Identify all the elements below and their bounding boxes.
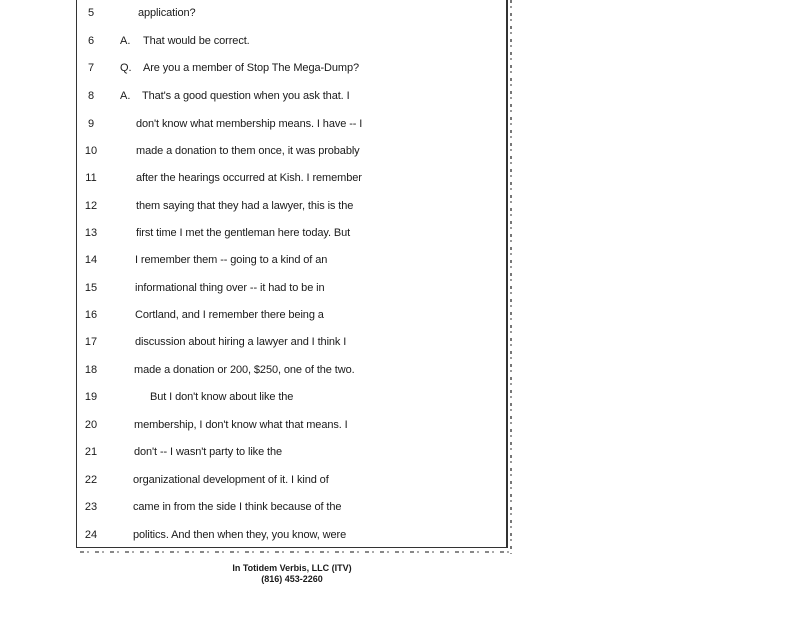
line-text: first time I met the gentleman here today. But — [136, 227, 351, 239]
line-text: politics. And then when they, you know, were — [133, 529, 347, 541]
line-number: 16 — [84, 309, 98, 321]
line-number: 19 — [84, 391, 98, 403]
line-text: That's a good question when you ask that. I — [142, 90, 350, 102]
line-text: them saying that they had a lawyer, this is the — [136, 200, 354, 212]
line-text: after the hearings occurred at Kish. I remember — [136, 172, 362, 184]
line-number: 14 — [84, 254, 98, 266]
line-text: organizational development of it. I kind of — [133, 474, 329, 486]
scan-edge-right — [510, 0, 512, 556]
line-text: I remember them -- going to a kind of an — [135, 254, 328, 266]
line-text: discussion about hiring a lawyer and I think I — [135, 336, 347, 348]
line-number: 13 — [84, 227, 98, 239]
line-text: Cortland, and I remember there being a — [135, 309, 324, 321]
line-text: made a donation to them once, it was probably — [136, 145, 360, 157]
line-number: 8 — [87, 90, 95, 102]
line-number: 20 — [84, 419, 98, 431]
transcript-page-frame — [76, 0, 508, 548]
line-number: 6 — [87, 35, 95, 47]
line-text: don't -- I wasn't party to like the — [134, 446, 283, 458]
line-text: made a donation or 200, $250, one of the two. — [134, 364, 355, 376]
speaker-label: Q. — [120, 62, 132, 74]
line-text: That would be correct. — [143, 35, 250, 47]
footer-phone: (816) 453-2260 — [261, 574, 323, 584]
speaker-label: A. — [120, 35, 131, 47]
line-text: Are you a member of Stop The Mega-Dump? — [143, 62, 360, 74]
line-number: 10 — [84, 145, 98, 157]
line-text: informational thing over -- it had to be in — [135, 282, 325, 294]
footer-company: In Totidem Verbis, LLC (ITV) — [232, 563, 352, 573]
line-number: 18 — [84, 364, 98, 376]
line-number: 9 — [87, 118, 95, 130]
line-number: 15 — [84, 282, 98, 294]
line-text: application? — [138, 7, 196, 19]
line-number: 11 — [85, 172, 97, 184]
line-text: But I don't know about like the — [150, 391, 294, 403]
line-number: 7 — [87, 62, 95, 74]
line-number: 24 — [84, 529, 98, 541]
line-number: 21 — [84, 446, 98, 458]
line-text: came in from the side I think because of the — [133, 501, 342, 513]
line-number: 22 — [84, 474, 98, 486]
line-text: membership, I don't know what that means. I — [134, 419, 348, 431]
line-number: 23 — [84, 501, 98, 513]
line-number: 12 — [84, 200, 98, 212]
scan-edge-bottom — [80, 551, 512, 553]
line-number: 5 — [87, 7, 95, 19]
line-text: don't know what membership means. I have -- I — [136, 118, 363, 130]
line-number: 17 — [84, 336, 98, 348]
speaker-label: A. — [120, 90, 131, 102]
